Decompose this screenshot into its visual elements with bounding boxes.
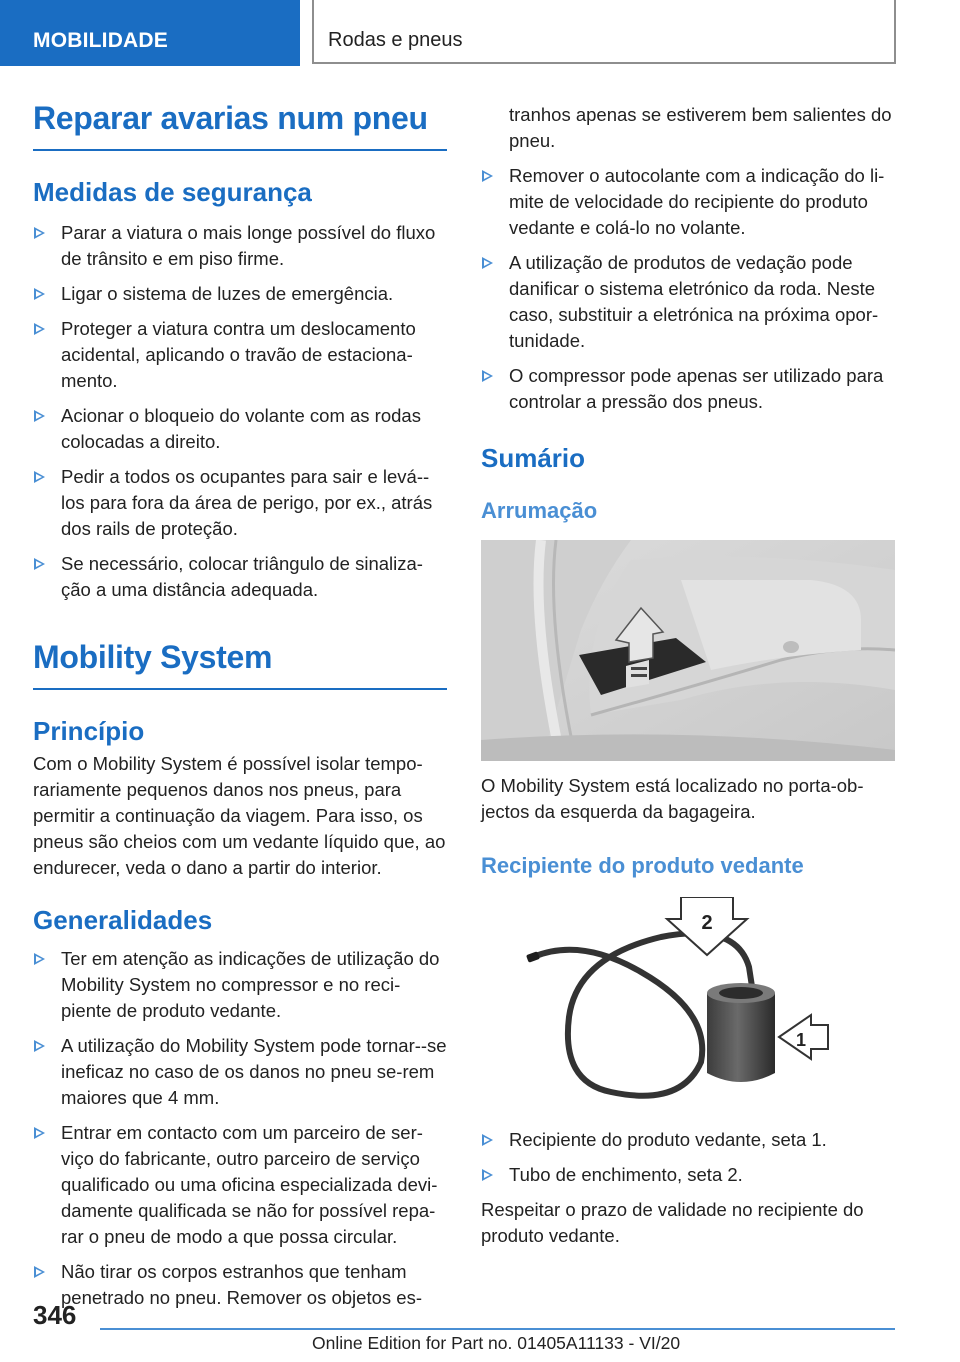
bullet-triangle-icon <box>482 170 493 182</box>
trunk-storage-illustration <box>481 540 895 761</box>
chapter-tab <box>312 0 896 64</box>
bullet-triangle-icon <box>34 558 45 570</box>
page-header <box>0 0 960 66</box>
general-heading: Generalidades <box>33 905 213 935</box>
list-item: Proteger a viatura contra um deslocamento acidental, aplicando o travão de estaciona‐mento. <box>33 316 447 394</box>
continued-list <box>481 102 895 415</box>
list-item-continuation: tranhos apenas se estiverem bem salientes do pneu. <box>509 104 892 151</box>
left-column <box>33 100 447 1320</box>
storage-text: O Mobility System está localizado no porta-ob‐jectos da esquerda da bagageira. <box>481 775 864 822</box>
bullet-triangle-icon <box>482 370 493 382</box>
list-item: Entrar em contacto com um parceiro de ser‐viço do fabricante, outro parceiro de serviço qualificado ou uma oficina especializada devi‐damente qualificada se não for possível repa‐rar o pneu de modo a que possa circular. <box>33 1120 447 1250</box>
bullet-triangle-icon <box>34 1266 45 1278</box>
bullet-triangle-icon <box>34 323 45 335</box>
list-item: A utilização de produtos de vedação pode danificar o sistema eletrónico da roda. Neste caso, substituir a eletrónica na próxima opor‐tunidade. <box>481 250 895 354</box>
section-label: MOBILIDADE <box>33 29 168 52</box>
bullet-triangle-icon <box>34 471 45 483</box>
right-column <box>481 102 895 1249</box>
principle-heading: Princípio <box>33 716 145 746</box>
sealant-container-illustration <box>481 897 895 1109</box>
bullet-triangle-icon <box>34 953 45 965</box>
bullet-triangle-icon <box>34 288 45 300</box>
footer-divider <box>100 1328 895 1330</box>
list-item: Pedir a todos os ocupantes para sair e levá-‐los para fora da área de perigo, por ex., atrás dos rails de proteção. <box>33 464 447 542</box>
bullet-triangle-icon <box>482 1169 493 1181</box>
list-item: Recipiente do produto vedante, seta 1. <box>481 1127 895 1153</box>
list-item: Não tirar os corpos estranhos que tenham penetrado no pneu. Remover os objetos es‐ <box>33 1259 447 1311</box>
storage-heading: Arrumação <box>481 498 598 523</box>
container-list <box>481 1127 895 1188</box>
container-heading: Recipiente do produto vedante <box>481 853 804 878</box>
principle-text: Com o Mobility System é possível isolar tempo‐rariamente pequenos danos nos pneus, para permitir a continuação da viagem. Para isso, os pneus são cheios com um vedante líquido que, ao endurecer, veda o dano a partir do interior. <box>33 753 446 878</box>
list-item: Acionar o bloqueio do volante com as rodas colocadas a direito. <box>33 403 447 455</box>
general-list <box>33 946 447 1311</box>
bullet-triangle-icon <box>34 1127 45 1139</box>
list-item: A utilização do Mobility System pode tornar-‐se ineficaz no caso de os danos no pneu se‐rem maiores que 4 mm. <box>33 1033 447 1111</box>
mobility-system-title: Mobility System <box>33 639 447 690</box>
chapter-label: Rodas e pneus <box>328 29 463 51</box>
list-item: Se necessário, colocar triângulo de sinaliza‐ção a uma distância adequada. <box>33 551 447 603</box>
arrow-label-1: 1 <box>795 1030 807 1050</box>
safety-list <box>33 220 447 603</box>
summary-heading: Sumário <box>481 443 586 473</box>
bullet-triangle-icon <box>482 257 493 269</box>
list-item: Remover o autocolante com a indicação do li‐mite de velocidade do recipiente do produto vedante e colá-lo no volante. <box>481 163 895 241</box>
bullet-triangle-icon <box>34 227 45 239</box>
bullet-triangle-icon <box>34 1040 45 1052</box>
page-number: 346 <box>33 1300 77 1330</box>
list-item: O compressor pode apenas ser utilizado para controlar a pressão dos pneus. <box>481 363 895 415</box>
list-item: Tubo de enchimento, seta 2. <box>481 1162 895 1188</box>
edition-text: Online Edition for Part no. 01405A11133 - VI/20 <box>312 1333 681 1353</box>
page-title: Reparar avarias num pneu <box>33 100 447 151</box>
expiry-note: Respeitar o prazo de validade no recipiente do produto vedante. <box>481 1199 864 1246</box>
safety-heading: Medidas de segurança <box>33 177 312 207</box>
list-item: Ligar o sistema de luzes de emergência. <box>33 281 447 307</box>
list-item: Ter em atenção as indicações de utilização do Mobility System no compressor e no reci‐piente de produto vedante. <box>33 946 447 1024</box>
section-tab <box>0 0 300 66</box>
bullet-triangle-icon <box>34 410 45 422</box>
arrow-label-2: 2 <box>701 912 713 934</box>
bullet-triangle-icon <box>482 1134 493 1146</box>
list-item: Parar a viatura o mais longe possível do fluxo de trânsito e em piso firme. <box>33 220 447 272</box>
arrow-1-icon <box>779 1015 828 1059</box>
